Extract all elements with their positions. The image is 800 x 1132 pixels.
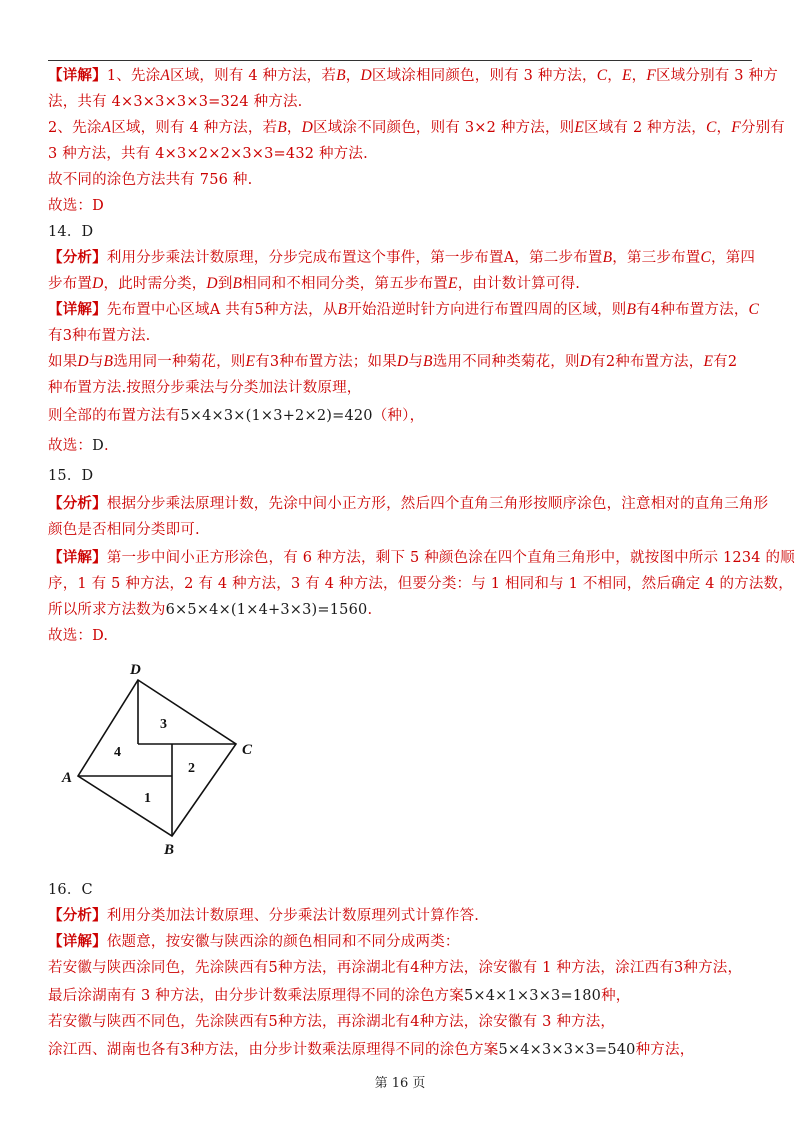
- section-tag: 【详解】: [48, 549, 107, 566]
- text-fragment: 种方法，: [683, 960, 743, 976]
- text-fragment: 4: [650, 302, 661, 318]
- text-fragment: 区域有 2 种方法，: [584, 120, 706, 136]
- math-variable: C: [596, 67, 608, 84]
- text-line: [48, 170, 252, 190]
- math-variable: C: [705, 119, 717, 136]
- text-line: [48, 406, 424, 426]
- text-fragment: 与: [408, 354, 424, 370]
- math-expression: 6×5×4×(1×4+3×3)=1560: [165, 602, 368, 618]
- text-line: [48, 880, 93, 900]
- text-fragment: 5: [268, 960, 278, 976]
- text-fragment: 种方法，再涂湖北有: [277, 960, 411, 976]
- text-fragment: 涂江西、湖南也各有: [48, 1042, 181, 1058]
- text-fragment: ，第三步布置: [612, 250, 701, 266]
- text-line: [48, 932, 460, 952]
- text-fragment: 种布置方法，: [660, 302, 749, 318]
- text-fragment: 法，共有 4×3×3×3×3=324 种方法.: [48, 94, 303, 110]
- text-fragment: 相同和不相同分类，第五步布置: [242, 276, 449, 292]
- text-line: [48, 378, 362, 398]
- text-fragment: ，: [716, 120, 732, 136]
- math-variable: D: [360, 67, 372, 84]
- vertex-label-b: B: [164, 842, 175, 858]
- text-fragment: ，由计数计算可得.: [457, 276, 581, 292]
- math-variable: D: [301, 119, 314, 136]
- section-tag: 【详解】: [48, 933, 107, 950]
- text-fragment: 区域，则有 4 种方法，若: [170, 68, 337, 84]
- math-variable: E: [703, 353, 714, 370]
- math-expression: 5×4×1×3×3=180: [463, 988, 602, 1004]
- text-fragment: 区域，则有 4 种方法，若: [111, 120, 278, 136]
- text-fragment: 2: [727, 354, 738, 370]
- text-line: [48, 574, 793, 594]
- text-fragment: 利用分步乘法计数原理，分步完成布置这个事件，第一步布置A，第二步布置: [106, 250, 603, 266]
- text-fragment: 故不同的涂色方法共有 756 种.: [48, 172, 253, 188]
- text-fragment: 最后涂湖南有 3 种方法，由分步计数乘法原理得不同的涂色方案: [48, 988, 464, 1004]
- text-fragment: .: [367, 602, 373, 618]
- text-fragment: 种布置方法.: [72, 328, 151, 344]
- text-fragment: 种方法，涂安徽有 3 种方法，: [419, 1014, 616, 1030]
- text-fragment: 故选：D.: [48, 628, 109, 644]
- text-fragment: 序，1 有 5 种方法，2 有 4 种方法，3 有 4 种方法，但要分类：与 1 相同和与 1 不相同，然后确定 4 的方法数，: [48, 576, 793, 592]
- text-line: [48, 352, 737, 372]
- text-fragment: 3: [269, 354, 280, 370]
- text-fragment: 种方法，从: [264, 302, 338, 318]
- math-expression: 5×4×3×(1×3+2×2)=420: [180, 408, 373, 424]
- header-rule: [48, 60, 752, 61]
- text-line: [48, 118, 785, 138]
- math-variable: E: [448, 275, 458, 292]
- math-variable: A: [160, 67, 171, 84]
- math-variable: F: [646, 67, 656, 84]
- math-variable: B: [232, 275, 243, 292]
- text-fragment: 种方法，: [635, 1042, 695, 1058]
- text-fragment: 2: [605, 354, 616, 370]
- outer-quadrilateral: [78, 680, 236, 836]
- text-fragment: 种方法，由分步计数乘法原理得不同的涂色方案: [189, 1042, 499, 1058]
- text-fragment: 开始沿逆时针方向进行布置四周的区域，则: [347, 302, 627, 318]
- math-variable: D: [92, 275, 104, 292]
- text-fragment: ，: [345, 68, 361, 84]
- text-fragment: 颜色是否相同分类即可.: [48, 522, 200, 538]
- text-fragment: 种布置方法，: [615, 354, 704, 370]
- text-fragment: 2、先涂: [48, 120, 102, 136]
- text-fragment: 则全部的布置方法有: [48, 408, 181, 424]
- math-variable: A: [101, 119, 112, 136]
- text-line: [48, 92, 302, 112]
- text-line: [48, 436, 109, 456]
- section-tag: 【详解】: [48, 67, 107, 84]
- region-label-4: 4: [114, 745, 121, 760]
- math-variable: D: [77, 353, 89, 370]
- vertex-label-d: D: [130, 662, 141, 678]
- text-line: [48, 986, 631, 1006]
- region-label-3: 3: [160, 717, 167, 732]
- text-fragment: 种布置方法.按照分步乘法与分类加法计数原理，: [48, 380, 362, 396]
- math-variable: F: [731, 119, 741, 136]
- text-fragment: 故选：: [48, 438, 93, 454]
- text-fragment: 分别有: [740, 120, 786, 136]
- text-fragment: ，: [286, 120, 302, 136]
- text-fragment: 先布置中心区域A 共有: [106, 302, 255, 318]
- text-line: [48, 548, 795, 568]
- text-line: [48, 274, 580, 294]
- text-fragment: 故选：D: [48, 198, 104, 214]
- math-variable: D: [396, 353, 409, 370]
- text-line: [48, 600, 372, 620]
- text-fragment: 利用分类加法计数原理、分步乘法计数原理列式计算作答.: [106, 908, 480, 924]
- text-fragment: 种，: [601, 988, 631, 1004]
- text-fragment: 有: [636, 302, 651, 318]
- text-fragment: 有: [255, 354, 270, 370]
- text-fragment: 种方法，再涂湖北有: [277, 1014, 411, 1030]
- text-fragment: 16．C: [48, 882, 93, 898]
- text-line: [48, 906, 479, 926]
- text-line: [48, 144, 368, 164]
- text-fragment: ，: [607, 68, 622, 84]
- math-variable: D: [206, 275, 218, 292]
- math-variable: E: [574, 119, 585, 136]
- text-fragment: 3: [180, 1042, 190, 1058]
- math-variable: B: [277, 119, 287, 136]
- text-fragment: 区域涂不同颜色，则有 3×2 种方法，则: [313, 120, 575, 136]
- text-line: [48, 300, 759, 320]
- text-fragment: 种方法，涂安徽有 1 种方法，涂江西有: [419, 960, 674, 976]
- text-fragment: 第一步中间小正方形涂色，有 6 种方法，剩下 5 种颜色涂在四个直角三角形中，就按图中所示 1234 的顺: [106, 550, 795, 566]
- text-line: [48, 1040, 694, 1060]
- math-variable: B: [602, 249, 613, 266]
- text-line: [48, 66, 778, 86]
- text-fragment: ，此时需分类，: [103, 276, 207, 292]
- text-fragment: 所以所求方法数为: [48, 602, 166, 618]
- text-fragment: 与: [88, 354, 104, 370]
- math-variable: B: [423, 353, 433, 370]
- region-label-2: 2: [188, 761, 195, 776]
- text-line: [48, 520, 200, 540]
- section-tag: 【分析】: [48, 495, 107, 512]
- math-variable: B: [337, 301, 348, 318]
- math-variable: B: [336, 67, 346, 84]
- text-fragment: 3: [673, 960, 684, 976]
- text-fragment: 有: [591, 354, 606, 370]
- text-fragment: 若安徽与陕西涂同色，先涂陕西有: [48, 960, 269, 976]
- math-variable: E: [245, 353, 256, 370]
- text-fragment: 到: [217, 276, 233, 292]
- math-variable: C: [700, 249, 712, 266]
- text-fragment: 有: [713, 354, 728, 370]
- geometry-figure: [56, 660, 276, 860]
- section-tag: 【分析】: [48, 249, 107, 266]
- text-fragment: 步布置: [48, 276, 93, 292]
- text-line: [48, 196, 104, 216]
- text-fragment: 4: [410, 960, 420, 976]
- text-fragment: （种），: [372, 408, 425, 424]
- text-fragment: 如果: [48, 354, 78, 370]
- vertex-label-c: C: [242, 742, 253, 758]
- text-fragment: 3: [62, 328, 73, 344]
- text-fragment: 3 种方法，共有 4×3×2×2×3×3=432 种方法.: [48, 146, 368, 162]
- text-fragment: 选用不同种类菊花，则: [432, 354, 580, 370]
- text-fragment: 5: [268, 1014, 278, 1030]
- text-line: [48, 326, 150, 346]
- text-fragment: 选用同一种菊花，则: [113, 354, 246, 370]
- section-tag: 【分析】: [48, 907, 107, 924]
- text-fragment: 有: [48, 328, 63, 344]
- text-line: [48, 466, 93, 486]
- math-variable: B: [103, 353, 114, 370]
- page-number: 第 16 页: [374, 1076, 426, 1091]
- text-fragment: 15．D: [48, 468, 94, 484]
- text-line: [48, 626, 108, 646]
- text-fragment: ，第四: [711, 250, 756, 266]
- text-fragment: 区域分别有 3 种方: [655, 68, 778, 84]
- math-expression: 5×4×3×3×3=540: [498, 1042, 636, 1058]
- text-fragment: 依题意，按安徽与陕西涂的颜色相同和不同分成两类：: [106, 934, 460, 950]
- math-variable: E: [621, 67, 632, 84]
- text-fragment: 4: [410, 1014, 420, 1030]
- text-line: [48, 494, 768, 514]
- text-fragment: ，: [631, 68, 647, 84]
- text-fragment: 根据分步乘法原理计数，先涂中间小正方形，然后四个直角三角形按顺序涂色，注意相对的直角三角形: [106, 496, 769, 512]
- text-line: [48, 222, 93, 242]
- section-tag: 【详解】: [48, 301, 107, 318]
- vertex-label-a: A: [62, 770, 73, 786]
- text-fragment: 14．D: [48, 224, 94, 240]
- math-variable: C: [748, 301, 760, 318]
- math-variable: D: [579, 353, 592, 370]
- math-expression: D: [92, 438, 104, 454]
- text-fragment: .: [103, 438, 109, 454]
- text-fragment: 5: [254, 302, 265, 318]
- text-line: [48, 248, 755, 268]
- math-variable: B: [626, 301, 637, 318]
- text-line: [48, 1012, 615, 1032]
- text-fragment: 若安徽与陕西不同色，先涂陕西有: [48, 1014, 269, 1030]
- text-fragment: 1、先涂: [106, 68, 161, 84]
- text-line: [48, 958, 742, 978]
- text-fragment: 区域涂相同颜色，则有 3 种方法，: [371, 68, 597, 84]
- region-label-1: 1: [144, 791, 151, 806]
- text-fragment: 种布置方法；如果: [279, 354, 397, 370]
